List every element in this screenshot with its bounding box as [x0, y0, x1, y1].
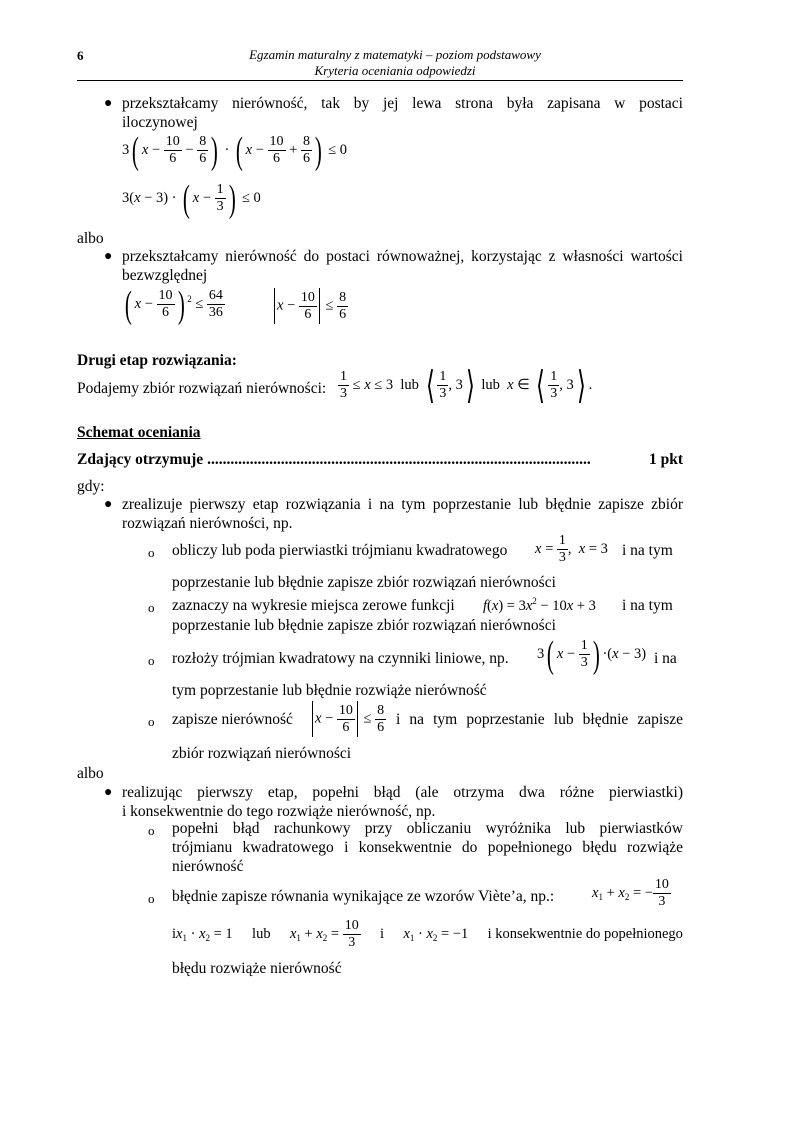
t2-line2: $ix_1 \cdot x_2 = 1$ lub $x_1 + x_2$ = $\frac{10}{3}$ i $x_1 \cdot x_2 = -1$ i konsekwentnie do popełnionego	[172, 918, 683, 950]
sub3-text-b: i na	[654, 650, 677, 667]
circle-bullet-icon: o	[148, 600, 155, 615]
scheme-bullet1-line1: zrealizuje pierwszy etap rozwiązania i na tym poprzestanie lub błędnie zapisze zbiór	[122, 496, 683, 513]
sub2-text-a: zaznaczy na wykresie miejsca zerowe funkcji	[172, 597, 455, 614]
bullet-icon: ●	[104, 96, 113, 111]
circle-bullet-icon: o	[148, 891, 155, 906]
t1-line1: popełni błąd rachunkowy przy obliczaniu wyróżnika lub pierwiastków	[172, 820, 683, 837]
bullet-icon: ●	[104, 249, 113, 264]
sub1-text-b: i na tym	[622, 542, 673, 559]
score-label: Zdający otrzymuje	[77, 451, 204, 468]
scheme-bullet2-line2: i konsekwentnie do tego rozwiąże nierówność, np.	[122, 803, 436, 820]
score-value: 1 pkt	[648, 451, 683, 468]
t2-vieta-sum-1: $x_1 + x_2$ = − $\frac{10}{3}$	[592, 877, 669, 909]
albo-2: albo	[77, 765, 104, 782]
bullet-icon: ●	[104, 497, 113, 512]
bullet1-line1: przekształcamy nierówność, tak by jej lewa strona była zapisana w postaci	[122, 95, 683, 112]
t2-i1: i	[172, 926, 177, 942]
score-dots: ...................................................................................................	[207, 451, 591, 468]
t2-line3: błędu rozwiąże nierówność	[172, 960, 342, 977]
scheme-bullet2-line1: realizując pierwszy etap, popełni błąd (ale otrzyma dwa różne pierwiastki)	[122, 784, 683, 801]
circle-bullet-icon: o	[148, 714, 155, 729]
solution-set: $\frac{1}{3}$ ≤ x ≤ 3 lub ⟨ $\frac{1}{3}$ , 3⟩ lub x ∈ ⟨ $\frac{1}{3}$ , 3⟩ .	[340, 364, 593, 407]
circle-bullet-icon: o	[148, 545, 155, 560]
header-title-line2: Kryteria oceniania odpowiedzi	[314, 63, 476, 78]
sub1-text-a: obliczy lub poda pierwiastki trójmianu kwadratowego	[172, 542, 508, 559]
sub4-line2: zbiór rozwiązań nierówności	[172, 745, 352, 762]
score-line	[77, 451, 683, 469]
formula-product-1: 3( x − $\frac{10}{6}$ − $\frac{8}{6}$ ) · ( x − $\frac{10}{6}$ + $\frac{8}{6}$ ) ≤ 0	[122, 129, 348, 172]
circle-bullet-icon: o	[148, 823, 155, 838]
scheme-heading: Schemat oceniania	[77, 424, 201, 441]
formula-product-2: 3(x − 3) · ( x − $\frac{1}{3}$ ) ≤ 0	[122, 177, 261, 220]
sub2-line2: poprzestanie lub błędnie zapisze zbiór rozwiązań nierówności	[172, 617, 556, 634]
sub2-text-b: i na tym	[622, 597, 673, 614]
t2-text-b: i konsekwentnie do popełnionego	[487, 926, 683, 942]
sub1-line2: poprzestanie lub błędnie zapisze zbiór rozwiązań nierówności	[172, 574, 556, 591]
bullet1-line2: iloczynowej	[122, 114, 198, 131]
header-divider	[77, 80, 683, 81]
albo-1: albo	[77, 230, 104, 247]
lub-2: lub	[481, 376, 500, 393]
t2-lub: lub	[252, 926, 271, 942]
bullet2-line1: przekształcamy nierówność do postaci równoważnej, korzystając z własności wartości	[122, 248, 683, 265]
gdy-label: gdy:	[77, 478, 105, 495]
lub-1: lub	[400, 376, 419, 393]
circle-bullet-icon: o	[148, 653, 155, 668]
sub1-roots: x = $\frac{1}{3}$ , x = 3	[535, 533, 608, 565]
t1-line2: trójmianu kwadratowego i konsekwentnie do popełnionego błędu rozwiąże	[172, 839, 683, 856]
bullet-icon: ●	[104, 785, 113, 800]
header-title-line1: Egzamin maturalny z matematyki – poziom podstawowy	[249, 47, 541, 62]
sub3-line2: tym poprzestanie lub błędnie rozwiąże nierówność	[172, 682, 487, 699]
sub4-text-a: zapisze nierówność	[172, 711, 293, 728]
bullet2-line2: bezwzględnej	[122, 267, 208, 284]
sub4-abs-inequality: x − $\frac{10}{6}$ ≤ $\frac{8}{6}$	[310, 701, 386, 737]
stage2-text: Podajemy zbiór rozwiązań nierówności:	[77, 380, 327, 397]
page-number: 6	[77, 48, 84, 63]
t2-i2: i	[380, 926, 385, 942]
sub3-factors: 3( x − $\frac{1}{3}$ ) ·(x − 3)	[537, 633, 647, 676]
scheme-bullet1-line2: rozwiązań nierówności, np.	[122, 515, 293, 532]
formula-squared: ( x − $\frac{10}{6}$ ) $^2$ ≤ $\frac{64}{36}$	[124, 283, 223, 326]
t1-line3: nierówność	[172, 858, 244, 875]
formula-abs: x − $\frac{10}{6}$ ≤ $\frac{8}{6}$	[272, 288, 348, 324]
sub4-text-b: i na tym poprzestanie lub błędnie zapisze	[396, 711, 683, 728]
sub2-function: $f(x) = 3x^2 - 10x + 3$	[483, 596, 596, 614]
t2-text-a: błędnie zapisze równania wynikające ze wzorów Viète’a, np.:	[172, 888, 555, 905]
stage2-heading: Drugi etap rozwiązania:	[77, 352, 237, 369]
page-header-title	[230, 47, 560, 79]
sub3-text-a: rozłoży trójmian kwadratowy na czynniki liniowe, np.	[172, 650, 509, 667]
